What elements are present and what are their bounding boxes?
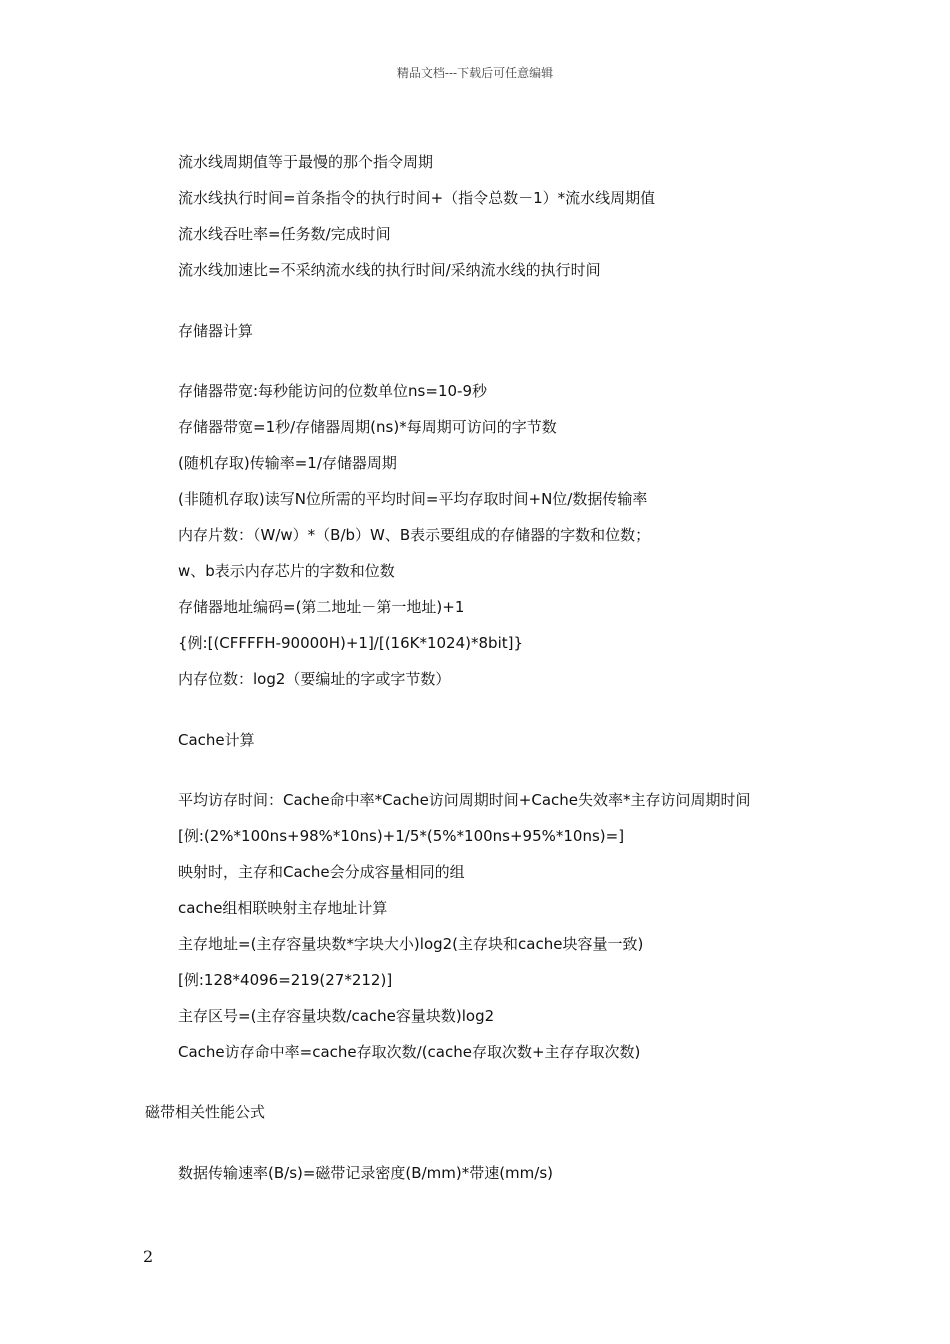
text-line: [例:(2%*100ns+98%*10ns)+1/5*(5%*100ns+95%*10ns)=] xyxy=(178,827,625,845)
text-line: 映射时，主存和Cache会分成容量相同的组 xyxy=(178,863,465,881)
text-line: (随机存取)传输率=1/存储器周期 xyxy=(178,454,397,472)
text-line: w、b表示内存芯片的字数和位数 xyxy=(178,562,395,580)
text-line: 存储器带宽=1秒/存储器周期(ns)*每周期可访问的字节数 xyxy=(178,418,557,436)
text-line: 流水线执行时间=首条指令的执行时间+（指令总数－1）*流水线周期值 xyxy=(178,189,656,207)
text-line: [例:128*4096=219(27*212)] xyxy=(178,971,393,989)
text-line: 存储器带宽:每秒能访问的位数单位ns=10-9秒 xyxy=(178,382,487,400)
text-line: (非随机存取)读写N位所需的平均时间=平均存取时间+N位/数据传输率 xyxy=(178,490,648,508)
text-line: 流水线加速比=不采纳流水线的执行时间/采纳流水线的执行时间 xyxy=(178,261,601,279)
page-header: 精品文档---下载后可任意编辑 xyxy=(396,66,554,80)
text-line: Cache访存命中率=cache存取次数/(cache存取次数+主存存取次数) xyxy=(178,1043,641,1061)
text-line: 内存位数：log2（要编址的字或字节数） xyxy=(178,670,451,688)
text-line: cache组相联映射主存地址计算 xyxy=(178,899,388,917)
text-line: 数据传输速率(B/s)=磁带记录密度(B/mm)*带速(mm/s) xyxy=(178,1164,554,1182)
text-line: 主存区号=(主存容量块数/cache容量块数)log2 xyxy=(178,1007,495,1025)
text-line: 流水线吞吐率=任务数/完成时间 xyxy=(178,225,391,243)
page-number: 2 xyxy=(143,1247,154,1266)
text-line: 平均访存时间：Cache命中率*Cache访问周期时间+Cache失效率*主存访问周期时间 xyxy=(178,791,751,809)
text-line: {例:[(CFFFFH-90000H)+1]/[(16K*1024)*8bit]} xyxy=(178,634,524,652)
text-line: 存储器地址编码=(第二地址－第一地址)+1 xyxy=(178,598,465,616)
section-heading: Cache计算 xyxy=(178,731,255,749)
section-heading: 磁带相关性能公式 xyxy=(145,1103,266,1121)
text-line: 流水线周期值等于最慢的那个指令周期 xyxy=(178,153,434,171)
section-heading: 存储器计算 xyxy=(178,322,254,340)
text-line: 主存地址=(主存容量块数*字块大小)log2(主存块和cache块容量一致) xyxy=(178,935,644,953)
text-line: 内存片数：（W/w）*（B/b）W、B表示要组成的存储器的字数和位数； xyxy=(178,526,651,544)
